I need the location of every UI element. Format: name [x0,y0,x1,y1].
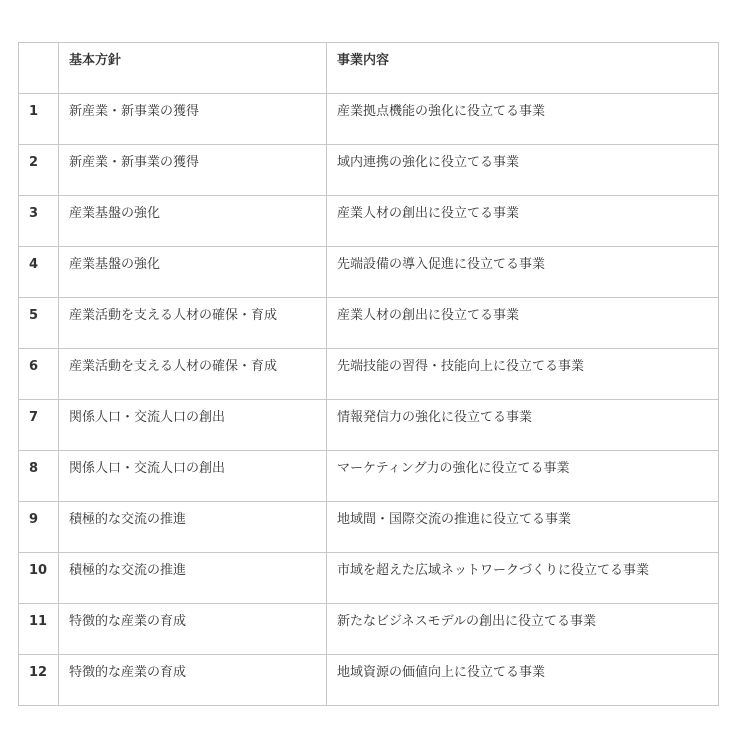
row-policy: 積極的な交流の推進 [59,502,327,553]
row-number: 8 [19,451,59,502]
table-row [19,196,719,247]
row-policy: 新産業・新事業の獲得 [59,94,327,145]
row-policy: 産業基盤の強化 [59,247,327,298]
header-content: 事業内容 [327,43,719,94]
row-number: 5 [19,298,59,349]
row-policy: 産業基盤の強化 [59,196,327,247]
row-number: 2 [19,145,59,196]
row-content: 産業拠点機能の強化に役立てる事業 [327,94,719,145]
row-content: 情報発信力の強化に役立てる事業 [327,400,719,451]
row-content: 先端設備の導入促進に役立てる事業 [327,247,719,298]
table-row [19,349,719,400]
row-number: 9 [19,502,59,553]
header-number [19,43,59,94]
table-row [19,94,719,145]
policy-table [18,42,719,706]
row-number: 7 [19,400,59,451]
row-content: 市域を超えた広域ネットワークづくりに役立てる事業 [327,553,719,604]
row-content: 地域間・国際交流の推進に役立てる事業 [327,502,719,553]
row-number: 1 [19,94,59,145]
row-policy: 産業活動を支える人材の確保・育成 [59,349,327,400]
table-row [19,145,719,196]
row-number: 3 [19,196,59,247]
row-content: マーケティング力の強化に役立てる事業 [327,451,719,502]
row-policy: 関係人口・交流人口の創出 [59,400,327,451]
row-policy: 関係人口・交流人口の創出 [59,451,327,502]
row-content: 新たなビジネスモデルの創出に役立てる事業 [327,604,719,655]
row-number: 6 [19,349,59,400]
row-policy: 産業活動を支える人材の確保・育成 [59,298,327,349]
policy-table-container [18,42,718,706]
table-row [19,502,719,553]
row-policy: 特徴的な産業の育成 [59,655,327,706]
row-number: 11 [19,604,59,655]
table-row [19,451,719,502]
table-row [19,400,719,451]
table-row [19,247,719,298]
table-header-row [19,43,719,94]
table-row [19,655,719,706]
row-number: 12 [19,655,59,706]
row-content: 産業人材の創出に役立てる事業 [327,196,719,247]
row-number: 4 [19,247,59,298]
row-policy: 新産業・新事業の獲得 [59,145,327,196]
row-content: 産業人材の創出に役立てる事業 [327,298,719,349]
table-row [19,604,719,655]
row-number: 10 [19,553,59,604]
table-row [19,298,719,349]
row-content: 先端技能の習得・技能向上に役立てる事業 [327,349,719,400]
row-content: 地域資源の価値向上に役立てる事業 [327,655,719,706]
row-content: 域内連携の強化に役立てる事業 [327,145,719,196]
table-row [19,553,719,604]
row-policy: 特徴的な産業の育成 [59,604,327,655]
row-policy: 積極的な交流の推進 [59,553,327,604]
header-policy: 基本方針 [59,43,327,94]
